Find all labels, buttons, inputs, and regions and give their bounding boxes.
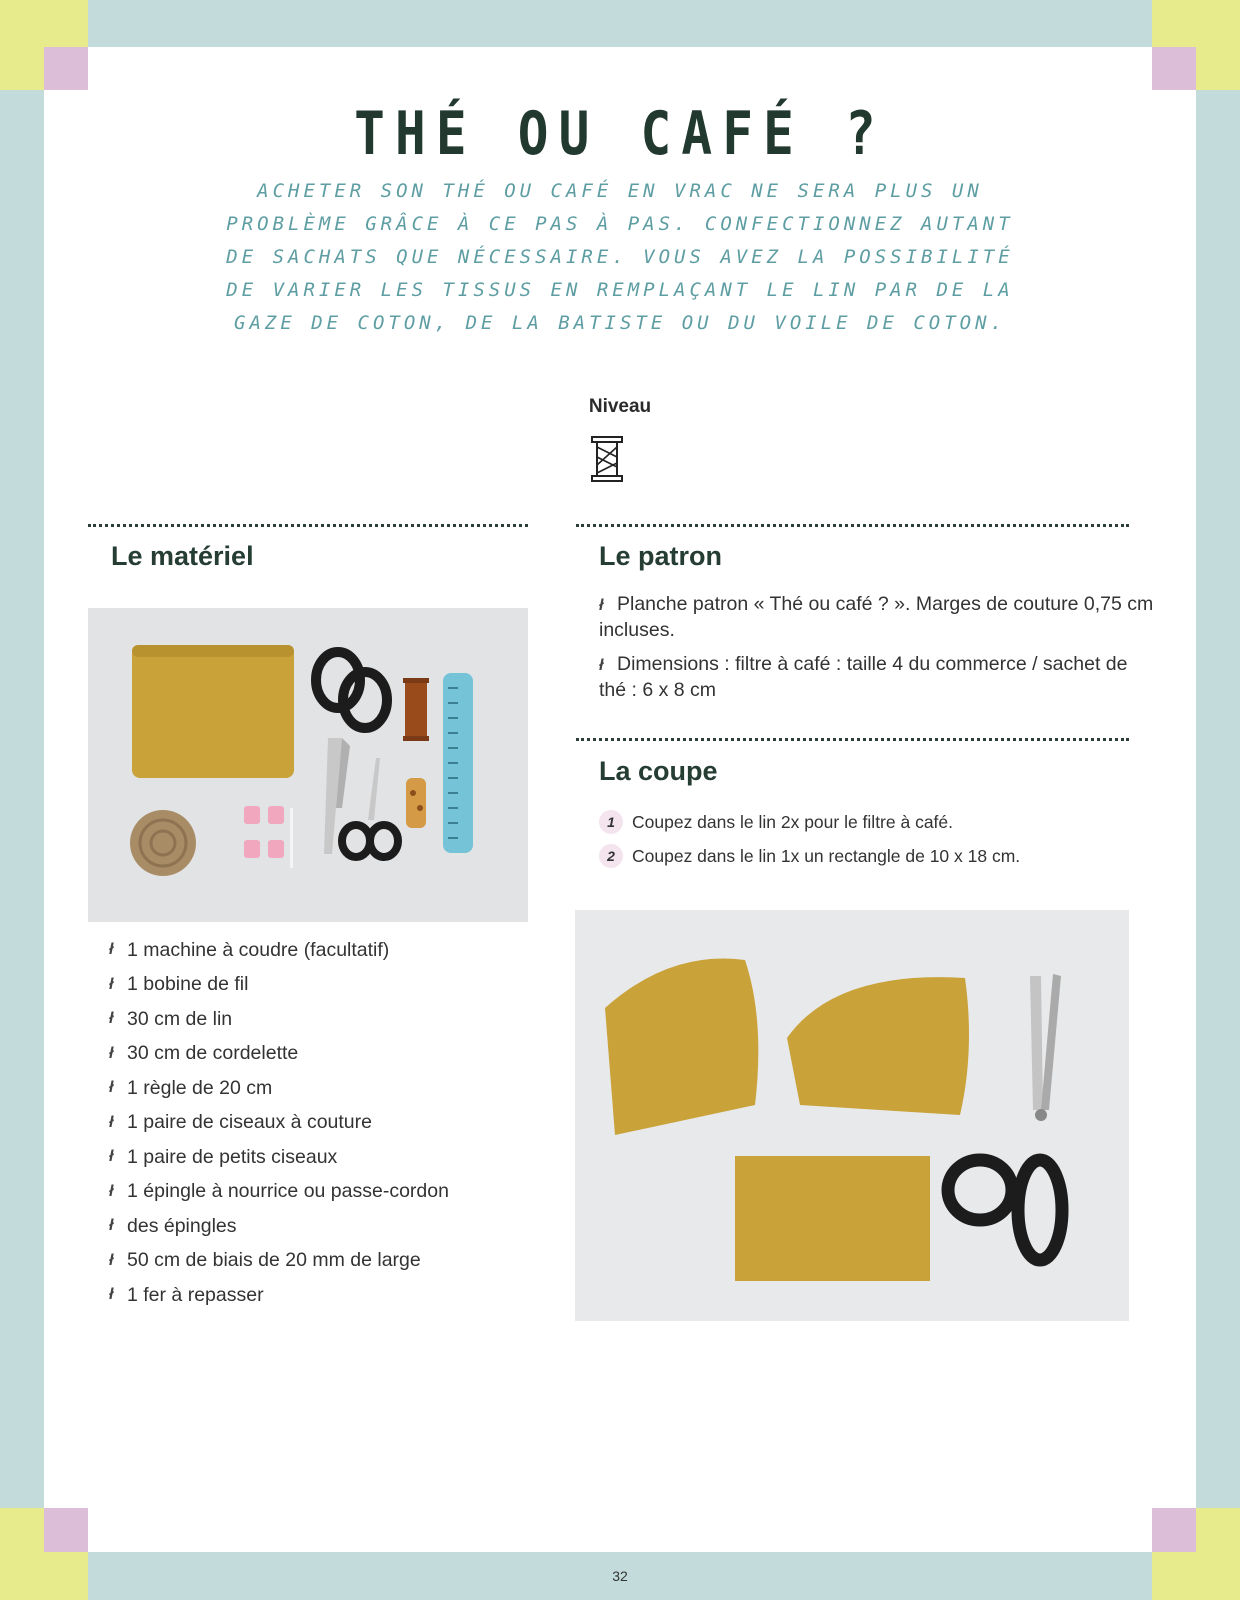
list-item: ł 1 machine à coudre (facultatif) <box>109 938 390 961</box>
bullet-icon: ł <box>599 657 604 674</box>
intro-text: ACHETER SON THÉ OU CAFÉ EN VRAC NE SERA PLUS UN PROBLÈME GRÂCE À CE PAS À PAS. CONFECTIONNEZ AUTANT DE SACHATS QUE NÉCESSAIRE. VOUS AVEZ LA POSSIBILITÉ DE VARIER LES TISSUS EN REMPLAÇANT LE LIN PAR DE LA GAZE DE COTON, DE LA BATISTE OU DU VOILE DE COTON. <box>226 180 1014 334</box>
coupe-heading: La coupe <box>599 756 718 786</box>
thread-spool-icon <box>590 435 624 483</box>
step-item <box>599 805 1159 839</box>
bullet-icon: ł <box>109 1044 114 1062</box>
divider-left <box>88 524 528 527</box>
page <box>44 47 1196 1552</box>
patron-heading: Le patron <box>599 541 723 571</box>
materiel-heading: Le matériel <box>111 541 254 571</box>
patron-list <box>599 592 1159 712</box>
bullet-icon: ł <box>109 1182 114 1200</box>
list-item: ł 1 règle de 20 cm <box>109 1076 273 1099</box>
materiel-list <box>109 933 449 1313</box>
cut-pieces-photo <box>575 910 1129 1321</box>
list-item: ł 1 paire de ciseaux à couture <box>109 1111 372 1134</box>
bullet-icon: ł <box>109 1217 114 1235</box>
bullet-icon: ł <box>109 1251 114 1269</box>
list-item: ł 30 cm de lin <box>109 1007 233 1030</box>
list-item: ł 1 bobine de fil <box>109 973 249 996</box>
divider-right-bottom <box>576 738 1129 741</box>
bullet-icon: ł <box>599 597 604 614</box>
list-item: ł 1 fer à repasser <box>109 1283 264 1306</box>
step-text: Coupez dans le lin 1x un rectangle de 10 x 18 cm. <box>632 845 1021 866</box>
bullet-icon: ł <box>109 1079 114 1097</box>
bullet-icon: ł <box>109 1010 114 1028</box>
list-item: ł 1 paire de petits ciseaux <box>109 1145 338 1168</box>
list-item: ł des épingles <box>109 1214 237 1237</box>
list-item: ł 50 cm de biais de 20 mm de large <box>109 1249 421 1272</box>
level-label: Niveau <box>588 396 652 417</box>
step-number: 1 <box>599 810 623 834</box>
bullet-icon: ł <box>109 975 114 993</box>
bullet-icon: ł <box>109 1286 114 1304</box>
bullet-icon: ł <box>109 1148 114 1166</box>
list-item: ł Dimensions : filtre à café : taille 4 du commerce / sachet de thé : 6 x 8 cm <box>599 653 1128 701</box>
list-item: ł 30 cm de cordelette <box>109 1042 299 1065</box>
corner-pink-bl <box>44 1508 88 1552</box>
step-item <box>599 839 1159 873</box>
materials-photo <box>88 608 528 922</box>
step-text: Coupez dans le lin 2x pour le filtre à café. <box>632 811 954 832</box>
coupe-steps <box>599 805 1159 873</box>
corner-pink-br <box>1152 1508 1196 1552</box>
corner-pink-tr <box>1152 47 1196 90</box>
page-title: THÉ OU CAFÉ ? <box>354 99 886 169</box>
page-number: 32 <box>612 1568 628 1584</box>
bullet-icon: ł <box>109 941 114 959</box>
list-item: ł Planche patron « Thé ou café ? ». Marges de couture 0,75 cm incluses. <box>599 593 1154 641</box>
divider-right-top <box>576 524 1129 527</box>
bullet-icon: ł <box>109 1113 114 1131</box>
corner-pink-tl <box>44 47 88 90</box>
step-number: 2 <box>599 844 623 868</box>
list-item: ł 1 épingle à nourrice ou passe-cordon <box>109 1180 449 1203</box>
